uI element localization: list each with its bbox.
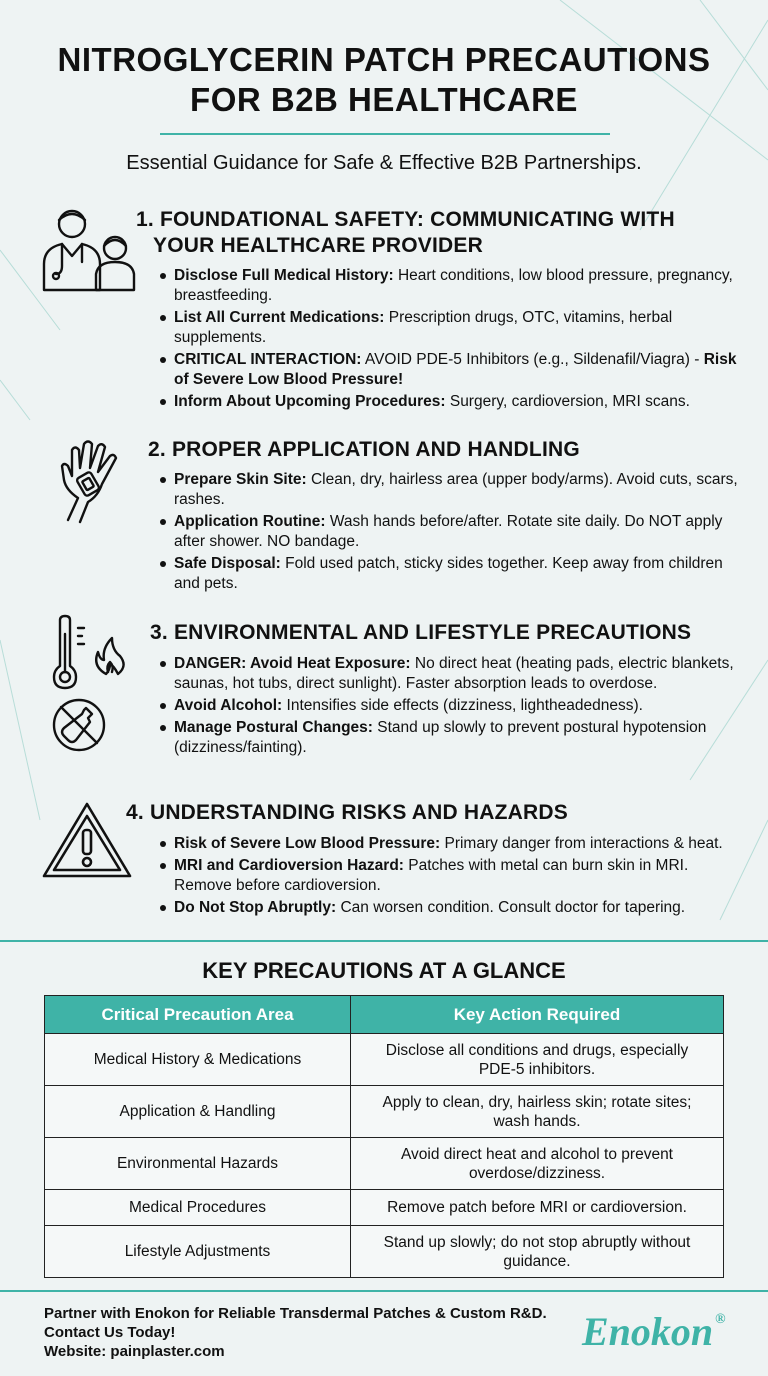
table-cell: Remove patch before MRI or cardioversion. xyxy=(351,1190,724,1226)
table-header-row xyxy=(45,996,724,1034)
bullet-text: Heart conditions, low blood pressure, pregnancy, breastfeeding. xyxy=(174,267,733,304)
bullet-label: Disclose Full Medical History: xyxy=(174,267,394,284)
section-2-bullets xyxy=(158,470,738,596)
list-item xyxy=(158,470,738,510)
section-2-heading: 2. PROPER APPLICATION AND HANDLING xyxy=(148,438,580,461)
table-cell: Stand up slowly; do not stop abruptly without guidance. xyxy=(351,1226,724,1278)
list-item xyxy=(158,392,738,412)
table-cell: Medical Procedures xyxy=(45,1190,351,1226)
hand-patch-icon xyxy=(58,436,136,524)
bullet-label: Avoid Alcohol: xyxy=(174,697,283,714)
no-alcohol-icon xyxy=(50,696,108,754)
page-subtitle: Essential Guidance for Safe & Effective B2B Partnerships. xyxy=(126,152,642,174)
registered-mark: ® xyxy=(715,1312,726,1327)
bullet-text: Primary danger from interactions & heat. xyxy=(440,835,723,852)
bullet-label: Do Not Stop Abruptly: xyxy=(174,899,337,916)
list-item xyxy=(158,856,743,896)
title-line-2: FOR B2B HEALTHCARE xyxy=(190,81,578,118)
table-cell: Lifestyle Adjustments xyxy=(45,1226,351,1278)
bullet-text: Surgery, cardioversion, MRI scans. xyxy=(445,393,690,410)
table-row xyxy=(45,1034,724,1086)
list-item xyxy=(158,834,743,854)
bullet-label: DANGER: Avoid Heat Exposure: xyxy=(174,655,411,672)
section-1-heading-line-1: 1. FOUNDATIONAL SAFETY: COMMUNICATING WITH xyxy=(136,208,675,231)
table-row xyxy=(45,1190,724,1226)
bullet-label: CRITICAL INTERACTION: xyxy=(174,351,362,368)
footer-line-2: Contact Us Today! xyxy=(44,1324,176,1341)
list-item xyxy=(158,696,743,716)
bullet-text: AVOID PDE-5 Inhibitors (e.g., Sildenafil/Viagra) - xyxy=(361,351,704,368)
list-item xyxy=(158,512,738,552)
bullet-text: Can worsen condition. Consult doctor for tapering. xyxy=(336,899,686,916)
bullet-label: MRI and Cardioversion Hazard: xyxy=(174,857,404,874)
table-cell: Environmental Hazards xyxy=(45,1138,351,1190)
table-row xyxy=(45,1226,724,1278)
footer-line-1: Partner with Enokon for Reliable Transdermal Patches & Custom R&D. xyxy=(44,1305,547,1322)
bullet-label: Risk of Severe Low Blood Pressure: xyxy=(174,835,441,852)
bullet-label: Application Routine: xyxy=(174,513,326,530)
list-item xyxy=(158,718,743,758)
list-item xyxy=(158,266,738,306)
bullet-label: Prepare Skin Site: xyxy=(174,471,307,488)
bullet-text: Stand up slowly to prevent postural hypotension (dizziness/fainting). xyxy=(174,719,707,756)
list-item xyxy=(158,898,743,918)
section-3-bullets xyxy=(158,654,743,760)
section-4-heading: 4. UNDERSTANDING RISKS AND HAZARDS xyxy=(126,801,568,824)
bullet-text: No direct heat (heating pads, electric blankets, saunas, hot tubs, direct sunlight). Faster absorption leads to overdose. xyxy=(174,655,734,692)
list-item xyxy=(158,350,738,390)
bullet-label: Manage Postural Changes: xyxy=(174,719,373,736)
footer-divider xyxy=(0,1290,768,1292)
enokon-logo xyxy=(582,1308,726,1355)
table-row xyxy=(45,1086,724,1138)
column-header: Critical Precaution Area xyxy=(45,996,351,1034)
title-underline xyxy=(160,133,610,135)
bullet-label: Safe Disposal: xyxy=(174,555,281,572)
bullet-text: Wash hands before/after. Rotate site daily. Do NOT apply after shower. NO bandage. xyxy=(174,513,723,550)
bullet-text: Intensifies side effects (dizziness, lightheadedness). xyxy=(282,697,643,714)
bullet-text: Patches with metal can burn skin in MRI. Remove before cardioversion. xyxy=(174,857,689,894)
title-line-1: NITROGLYCERIN PATCH PRECAUTIONS xyxy=(57,41,711,78)
bullet-emphasis: Risk of Severe Low Blood Pressure! xyxy=(174,351,737,388)
section-1-heading xyxy=(136,207,675,259)
logo-text: Enokon xyxy=(582,1309,714,1354)
bullet-text: Fold used patch, sticky sides together. Keep away from children and pets. xyxy=(174,555,723,592)
bullet-label: Inform About Upcoming Procedures: xyxy=(174,393,446,410)
table-title: KEY PRECAUTIONS AT A GLANCE xyxy=(202,958,566,983)
table-cell: Apply to clean, dry, hairless skin; rotate sites; wash hands. xyxy=(351,1086,724,1138)
list-item xyxy=(158,308,738,348)
table-row xyxy=(45,1138,724,1190)
section-4-bullets xyxy=(158,834,743,920)
page-title xyxy=(0,40,768,120)
key-precautions-table xyxy=(44,995,724,1278)
footer-contact xyxy=(44,1304,547,1361)
doctor-patient-icon xyxy=(40,204,138,294)
bullet-label: List All Current Medications: xyxy=(174,309,385,326)
warning-triangle-icon xyxy=(40,800,134,880)
section-divider xyxy=(0,940,768,942)
table-cell: Disclose all conditions and drugs, especially PDE-5 inhibitors. xyxy=(351,1034,724,1086)
bullet-text: Clean, dry, hairless area (upper body/arms). Avoid cuts, scars, rashes. xyxy=(174,471,738,508)
table-cell: Medical History & Medications xyxy=(45,1034,351,1086)
thermometer-flame-icon xyxy=(48,614,134,694)
column-header: Key Action Required xyxy=(351,996,724,1034)
footer-website[interactable]: Website: painplaster.com xyxy=(44,1343,225,1360)
bullet-text: Prescription drugs, OTC, vitamins, herbal supplements. xyxy=(174,309,673,346)
table-cell: Application & Handling xyxy=(45,1086,351,1138)
section-3-heading: 3. ENVIRONMENTAL AND LIFESTYLE PRECAUTIONS xyxy=(150,621,692,644)
table-cell: Avoid direct heat and alcohol to prevent overdose/dizziness. xyxy=(351,1138,724,1190)
list-item xyxy=(158,654,743,694)
section-1-bullets xyxy=(158,266,738,414)
section-1-heading-line-2: YOUR HEALTHCARE PROVIDER xyxy=(153,234,483,257)
list-item xyxy=(158,554,738,594)
